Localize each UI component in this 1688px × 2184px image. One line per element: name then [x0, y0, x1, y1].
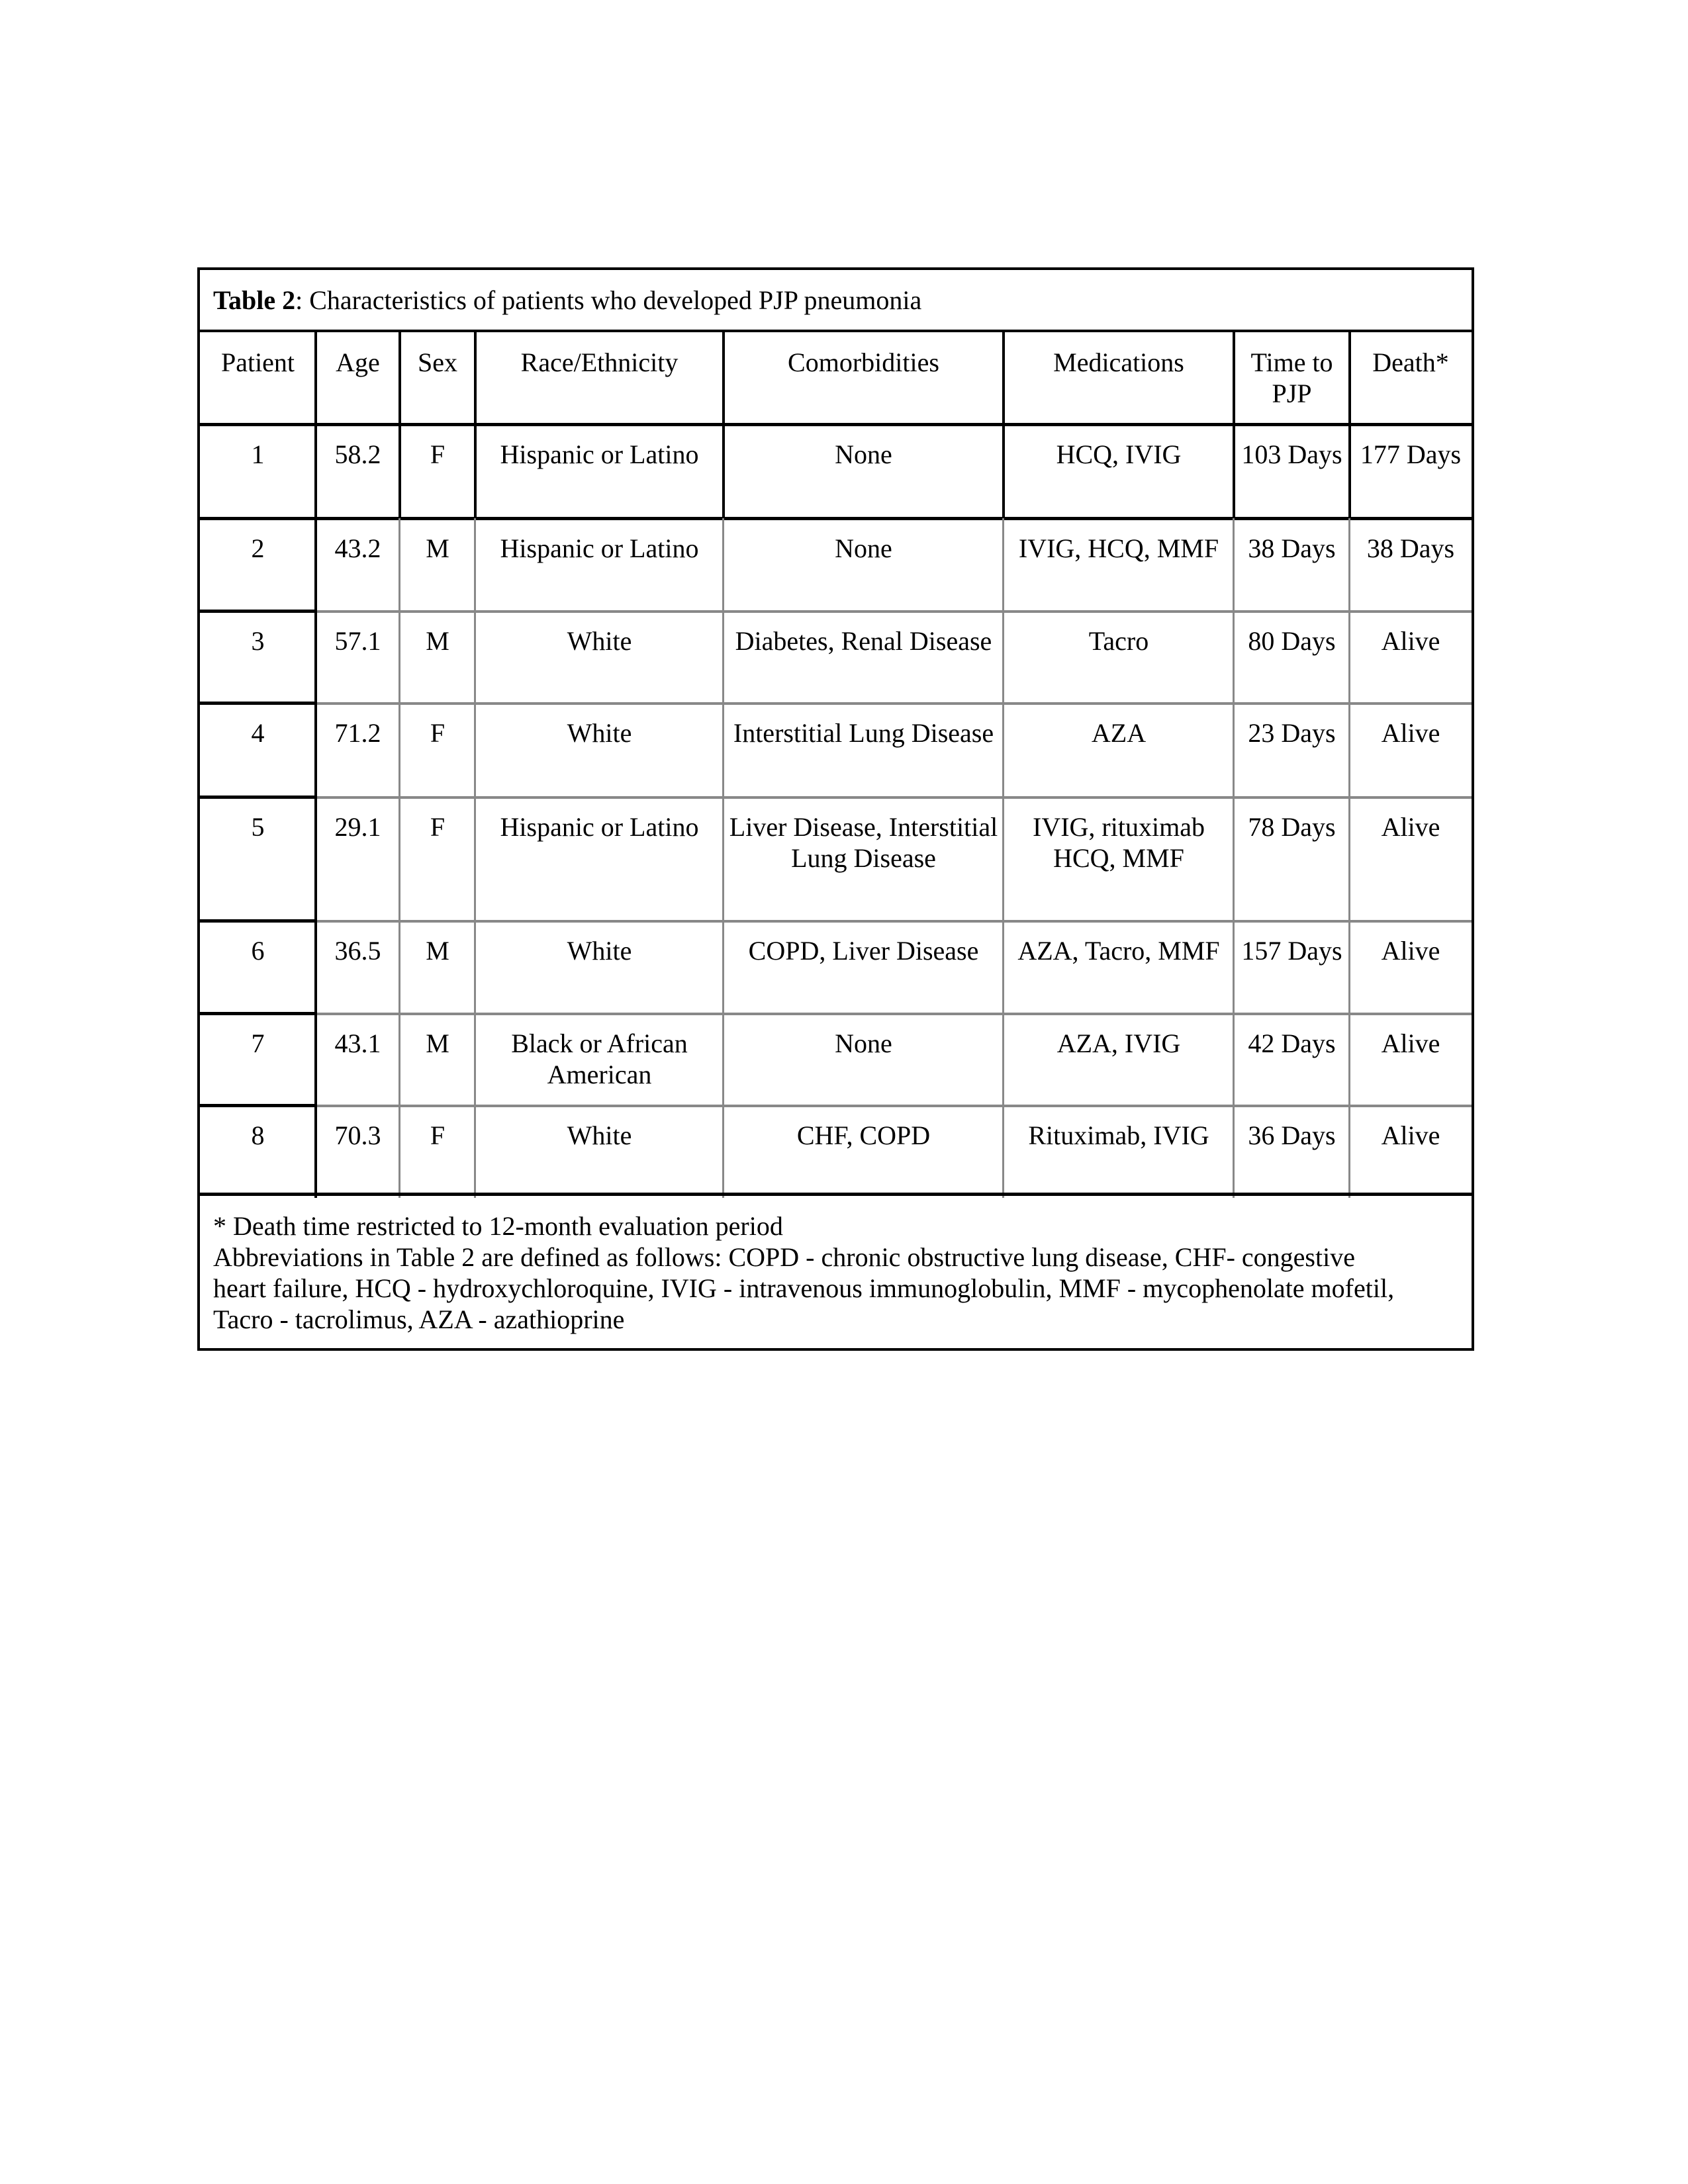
- column-header-death: Death*: [1372, 347, 1449, 377]
- cell-medications: IVIG, rituximab HCQ, MMF: [1033, 812, 1205, 873]
- column-divider: [314, 703, 317, 797]
- cell-medications: Tacro: [1088, 626, 1149, 656]
- column-divider: [474, 424, 477, 518]
- column-divider: [474, 611, 476, 703]
- column-divider: [474, 703, 476, 797]
- table-row: [200, 1105, 1472, 1198]
- column-divider: [1002, 332, 1005, 424]
- header-row: [200, 332, 1472, 424]
- column-header-sex: Sex: [418, 347, 457, 377]
- column-header-medications: Medications: [1053, 347, 1184, 377]
- column-header-comorbidities: Comorbidities: [788, 347, 939, 377]
- column-divider: [1233, 797, 1235, 921]
- column-divider: [314, 1105, 317, 1198]
- cell-comorbidities: Liver Disease, Interstitial Lung Disease: [729, 812, 998, 873]
- cell-comorbidities: None: [835, 533, 892, 563]
- column-divider: [1348, 518, 1350, 611]
- cell-comorbidities: CHF, COPD: [796, 1120, 931, 1150]
- cell-patient: 4: [251, 718, 265, 748]
- cell-death: Alive: [1381, 626, 1440, 656]
- column-divider: [1233, 332, 1235, 424]
- cell-patient: 5: [251, 812, 265, 842]
- column-header-age: Age: [336, 347, 380, 377]
- column-divider: [399, 1105, 400, 1198]
- column-divider: [474, 797, 476, 921]
- column-divider: [399, 1013, 400, 1105]
- cell-sex: M: [426, 533, 449, 563]
- column-divider: [314, 797, 317, 921]
- table-row: [200, 703, 1472, 797]
- column-divider: [1002, 703, 1004, 797]
- column-divider: [474, 1013, 476, 1105]
- column-divider: [1348, 921, 1350, 1013]
- table-row: [200, 611, 1472, 703]
- cell-time-to-pjp: 157 Days: [1241, 936, 1342, 966]
- cell-age: 71.2: [334, 718, 381, 748]
- table-row: [200, 424, 1472, 518]
- column-divider: [314, 332, 317, 424]
- cell-race-ethnicity: White: [567, 1120, 632, 1150]
- footnote: * Death time restricted to 12-month evaluation period: [213, 1211, 783, 1241]
- abbreviations-line-1: Abbreviations in Table 2 are defined as follows: COPD - chronic obstructive lung disease, CHF- congestive: [213, 1242, 1355, 1272]
- cell-race-ethnicity: Black or African American: [511, 1028, 688, 1089]
- cell-medications: AZA: [1091, 718, 1147, 748]
- cell-death: 38 Days: [1366, 533, 1455, 563]
- column-divider: [1002, 1013, 1004, 1105]
- cell-sex: F: [430, 439, 445, 469]
- cell-race-ethnicity: Hispanic or Latino: [500, 439, 699, 469]
- column-header-race-ethnicity: Race/Ethnicity: [520, 347, 679, 377]
- cell-time-to-pjp: 78 Days: [1248, 812, 1336, 842]
- cell-age: 57.1: [334, 626, 381, 656]
- cell-patient: 6: [251, 936, 265, 966]
- cell-age: 43.1: [334, 1028, 381, 1058]
- column-divider: [1348, 1013, 1350, 1105]
- table-row: [200, 797, 1472, 921]
- cell-comorbidities: None: [835, 1028, 892, 1058]
- cell-race-ethnicity: Hispanic or Latino: [500, 533, 699, 563]
- cell-sex: M: [426, 936, 449, 966]
- column-divider: [474, 1105, 476, 1198]
- cell-sex: F: [430, 1120, 445, 1150]
- table-footer: [200, 1193, 1472, 1348]
- column-divider: [1233, 611, 1235, 703]
- column-divider: [314, 611, 317, 703]
- patient-characteristics-table: [197, 267, 1474, 1351]
- table-title: [200, 270, 1472, 332]
- cell-race-ethnicity: Hispanic or Latino: [500, 812, 699, 842]
- cell-race-ethnicity: White: [567, 936, 632, 966]
- column-divider: [1233, 921, 1235, 1013]
- column-divider: [474, 921, 476, 1013]
- table-row: [200, 1013, 1472, 1105]
- cell-time-to-pjp: 80 Days: [1248, 626, 1336, 656]
- column-divider: [722, 518, 724, 611]
- cell-age: 36.5: [334, 936, 381, 966]
- column-divider: [722, 797, 724, 921]
- abbreviations-line-3: Tacro - tacrolimus, AZA - azathioprine: [213, 1304, 625, 1334]
- abbreviations-line-2: heart failure, HCQ - hydroxychloroquine, IVIG - intravenous immunoglobulin, MMF - mycophenolate mofetil,: [213, 1273, 1395, 1303]
- cell-race-ethnicity: White: [567, 718, 632, 748]
- column-divider: [399, 611, 400, 703]
- cell-sex: F: [430, 812, 445, 842]
- cell-time-to-pjp: 36 Days: [1248, 1120, 1336, 1150]
- cell-patient: 1: [251, 439, 265, 469]
- cell-death: Alive: [1381, 1028, 1440, 1058]
- column-divider: [1348, 1105, 1350, 1198]
- column-divider: [399, 797, 400, 921]
- column-divider: [1002, 424, 1005, 518]
- cell-death: Alive: [1381, 718, 1440, 748]
- column-divider: [1002, 518, 1004, 611]
- column-divider: [722, 703, 724, 797]
- table-title-label: Table 2: [213, 285, 296, 315]
- cell-patient: 8: [251, 1120, 265, 1150]
- cell-comorbidities: Interstitial Lung Disease: [733, 718, 994, 748]
- table-title-text: : Characteristics of patients who developed PJP pneumonia: [295, 285, 922, 315]
- cell-patient: 3: [251, 626, 265, 656]
- cell-race-ethnicity: White: [567, 626, 632, 656]
- cell-medications: Rituximab, IVIG: [1028, 1120, 1209, 1150]
- cell-time-to-pjp: 103 Days: [1241, 439, 1342, 469]
- column-divider: [1233, 1013, 1235, 1105]
- cell-death: Alive: [1381, 936, 1440, 966]
- column-divider: [1348, 332, 1351, 424]
- column-divider: [1002, 797, 1004, 921]
- column-divider: [722, 424, 725, 518]
- column-divider: [399, 332, 401, 424]
- column-divider: [1002, 1105, 1004, 1198]
- cell-medications: HCQ, IVIG: [1056, 439, 1182, 469]
- column-divider: [399, 703, 400, 797]
- column-divider: [722, 1013, 724, 1105]
- cell-death: Alive: [1381, 1120, 1440, 1150]
- column-divider: [722, 921, 724, 1013]
- cell-sex: M: [426, 1028, 449, 1058]
- cell-time-to-pjp: 38 Days: [1248, 533, 1336, 563]
- cell-patient: 2: [251, 533, 265, 563]
- column-divider: [1233, 1105, 1235, 1198]
- column-divider: [1348, 611, 1350, 703]
- cell-medications: AZA, IVIG: [1056, 1028, 1181, 1058]
- column-divider: [314, 518, 317, 611]
- column-divider: [399, 921, 400, 1013]
- column-divider: [474, 332, 477, 424]
- column-divider: [314, 921, 317, 1013]
- cell-age: 43.2: [334, 533, 381, 563]
- column-divider: [722, 332, 725, 424]
- column-header-time-to-pjp: Time to PJP: [1250, 347, 1333, 408]
- cell-sex: F: [430, 718, 445, 748]
- column-divider: [1002, 921, 1004, 1013]
- column-divider: [1002, 611, 1004, 703]
- cell-sex: M: [426, 626, 449, 656]
- cell-age: 29.1: [334, 812, 381, 842]
- table-row: [200, 921, 1472, 1013]
- column-divider: [722, 1105, 724, 1198]
- column-divider: [399, 424, 401, 518]
- column-divider: [399, 518, 400, 611]
- cell-patient: 7: [251, 1028, 265, 1058]
- column-divider: [722, 611, 724, 703]
- cell-death: 177 Days: [1360, 439, 1462, 469]
- column-divider: [1348, 703, 1350, 797]
- cell-medications: IVIG, HCQ, MMF: [1018, 533, 1219, 563]
- column-divider: [1348, 797, 1350, 921]
- cell-comorbidities: None: [835, 439, 892, 469]
- column-divider: [1233, 518, 1235, 611]
- column-divider: [1233, 424, 1235, 518]
- column-divider: [474, 518, 476, 611]
- cell-comorbidities: Diabetes, Renal Disease: [735, 626, 992, 656]
- cell-age: 70.3: [334, 1120, 381, 1150]
- column-divider: [314, 1013, 317, 1105]
- cell-time-to-pjp: 42 Days: [1248, 1028, 1336, 1058]
- cell-medications: AZA, Tacro, MMF: [1017, 936, 1220, 966]
- cell-death: Alive: [1381, 812, 1440, 842]
- column-divider: [314, 424, 317, 518]
- column-divider: [1348, 424, 1351, 518]
- cell-time-to-pjp: 23 Days: [1248, 718, 1336, 748]
- cell-comorbidities: COPD, Liver Disease: [748, 936, 979, 966]
- column-header-patient: Patient: [220, 347, 295, 377]
- table-row: [200, 518, 1472, 611]
- column-divider: [1233, 703, 1235, 797]
- cell-age: 58.2: [334, 439, 381, 469]
